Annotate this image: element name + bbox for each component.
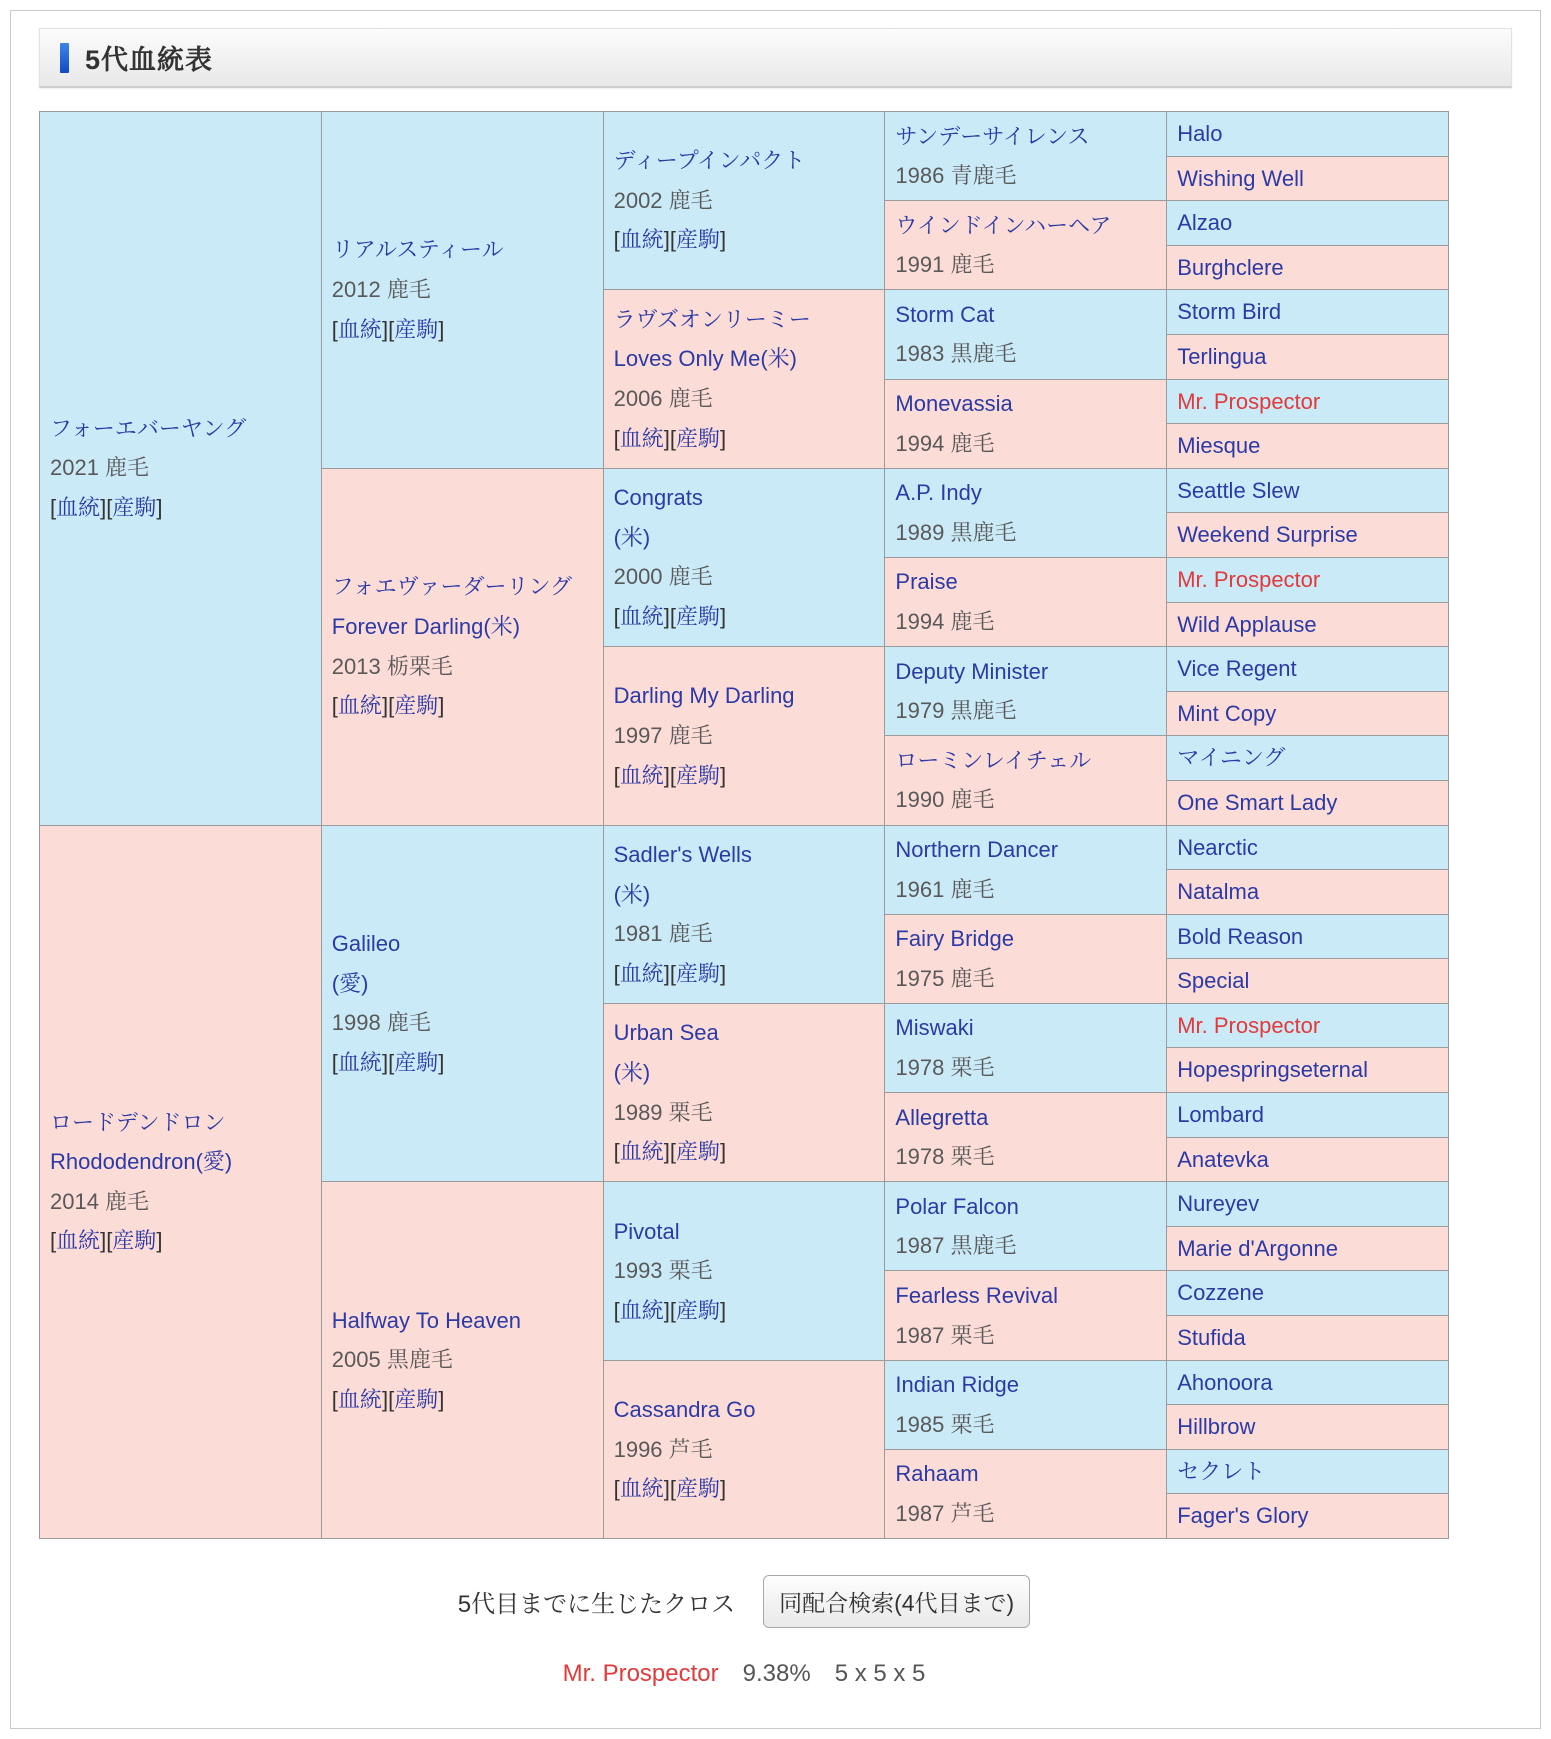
pedigree-link[interactable]: [ 血統 ] bbox=[614, 604, 670, 629]
horse-year-coat: 1987 黒鹿毛 bbox=[895, 1233, 1017, 1259]
horse-year-coat: 1987 栗毛 bbox=[895, 1322, 995, 1348]
horse-name-link-en[interactable]: (米) bbox=[613, 1059, 651, 1085]
horse-year-coat: 1987 芦毛 bbox=[895, 1500, 995, 1526]
horse-name-link[interactable]: リアルスティール bbox=[331, 237, 504, 263]
cross-pattern: 5 x 5 x 5 bbox=[834, 1660, 926, 1687]
horse-name-link[interactable]: Storm Cat bbox=[895, 301, 995, 327]
detail-links bbox=[614, 756, 879, 796]
pedigree-cell-gen3 bbox=[603, 1182, 885, 1360]
pedigree-cell-gen5 bbox=[1167, 1494, 1449, 1539]
offspring-link[interactable]: [ 産駒 ] bbox=[670, 1298, 726, 1323]
horse-name-link[interactable]: ラヴズオンリーミー bbox=[613, 306, 811, 332]
horse-year-coat: 2021 鹿毛 bbox=[50, 455, 150, 481]
detail-links bbox=[50, 488, 315, 528]
offspring-link[interactable]: [ 産駒 ] bbox=[670, 227, 726, 252]
section-accent-bar bbox=[60, 43, 69, 73]
page-title: 5代血統表 bbox=[85, 45, 214, 75]
pedigree-cell-gen5 bbox=[1167, 1048, 1449, 1093]
offspring-link[interactable]: [ 産駒 ] bbox=[670, 426, 726, 451]
horse-year-coat: 2013 栃栗毛 bbox=[331, 653, 453, 679]
pedigree-cell-gen5 bbox=[1167, 156, 1449, 201]
horse-name-link[interactable]: Stufida bbox=[1177, 1325, 1246, 1351]
pedigree-cell-gen5 bbox=[1167, 1449, 1449, 1494]
pedigree-cell-gen4 bbox=[885, 379, 1167, 468]
horse-year-coat: 2014 鹿毛 bbox=[50, 1188, 150, 1214]
horse-name-link[interactable]: One Smart Lady bbox=[1177, 789, 1338, 815]
horse-name-link[interactable]: Darling My Darling bbox=[613, 683, 795, 709]
pedigree-cell-gen4 bbox=[885, 647, 1167, 736]
pedigree-table bbox=[39, 111, 1449, 1539]
pedigree-cell-gen4 bbox=[885, 112, 1167, 201]
horse-name-link-en[interactable]: Forever Darling(米) bbox=[331, 614, 521, 640]
pedigree-cell-gen5 bbox=[1167, 825, 1449, 870]
pedigree-cell-gen4 bbox=[885, 557, 1167, 646]
horse-year-coat: 1998 鹿毛 bbox=[331, 1010, 431, 1036]
pedigree-cell-gen3 bbox=[603, 290, 885, 468]
horse-name-link[interactable]: ディープインパクト bbox=[613, 148, 806, 174]
horse-name-link[interactable]: Storm Bird bbox=[1177, 299, 1282, 325]
pedigree-cell-gen5 bbox=[1167, 513, 1449, 558]
detail-links bbox=[614, 597, 879, 637]
pedigree-cell-gen5 bbox=[1167, 1360, 1449, 1405]
detail-links bbox=[614, 954, 879, 994]
pedigree-cell-gen4 bbox=[885, 468, 1167, 557]
horse-year-coat: 1981 鹿毛 bbox=[613, 921, 713, 947]
pedigree-link[interactable]: [ 血統 ] bbox=[614, 227, 670, 252]
horse-name-link[interactable]: ウインドインハーヘア bbox=[895, 212, 1112, 238]
horse-year-coat: 1983 黒鹿毛 bbox=[895, 341, 1017, 367]
pedigree-link[interactable]: [ 血統 ] bbox=[50, 1228, 106, 1253]
horse-name-link[interactable]: Halo bbox=[1177, 121, 1223, 146]
pedigree-cell-gen5 bbox=[1167, 647, 1449, 692]
horse-name-link[interactable]: Miswaki bbox=[895, 1015, 974, 1041]
horse-name-link[interactable]: ローミンレイチェル bbox=[895, 747, 1092, 773]
detail-links bbox=[614, 220, 879, 260]
detail-links bbox=[614, 419, 879, 459]
horse-name-link[interactable]: Burghclere bbox=[1177, 254, 1284, 280]
horse-name-link[interactable]: フォエヴァーダーリング bbox=[331, 574, 573, 600]
table-row bbox=[40, 112, 1449, 157]
pedigree-link[interactable]: [ 血統 ] bbox=[614, 961, 670, 986]
pedigree-cell-gen5 bbox=[1167, 334, 1449, 379]
horse-name-link[interactable]: フォーエバーヤング bbox=[50, 415, 247, 441]
offspring-link[interactable]: [ 産駒 ] bbox=[106, 495, 162, 520]
horse-year-coat: 1996 芦毛 bbox=[613, 1436, 713, 1462]
horse-name-link[interactable]: Special bbox=[1177, 968, 1250, 994]
horse-year-coat: 1978 栗毛 bbox=[895, 1054, 995, 1080]
pedigree-link[interactable]: [ 血統 ] bbox=[614, 1139, 670, 1164]
horse-name-link[interactable]: Hillbrow bbox=[1177, 1414, 1256, 1440]
offspring-link[interactable]: [ 産駒 ] bbox=[670, 763, 726, 788]
horse-name-link[interactable]: Indian Ridge bbox=[895, 1372, 1019, 1398]
horse-name-link[interactable]: Polar Falcon bbox=[895, 1193, 1019, 1219]
same-mating-search-button[interactable]: 同配合検索(4代目まで) bbox=[763, 1575, 1030, 1628]
horse-name-link[interactable]: Terlingua bbox=[1177, 343, 1267, 369]
pedigree-cell-gen5 bbox=[1167, 201, 1449, 246]
pedigree-cell-gen3 bbox=[603, 468, 885, 646]
pedigree-cell-gen5 bbox=[1167, 1093, 1449, 1138]
footer bbox=[39, 1575, 1449, 1688]
horse-name-link[interactable]: Cozzene bbox=[1177, 1280, 1265, 1306]
horse-name-link[interactable]: Sadler's Wells bbox=[613, 842, 752, 867]
horse-year-coat: 1975 鹿毛 bbox=[895, 965, 995, 991]
horse-year-coat: 1997 鹿毛 bbox=[613, 723, 713, 749]
horse-year-coat: 2000 鹿毛 bbox=[613, 564, 713, 590]
pedigree-link[interactable]: [ 血統 ] bbox=[614, 426, 670, 451]
horse-name-link[interactable]: Natalma bbox=[1177, 879, 1260, 905]
horse-name-link[interactable]: Lombard bbox=[1177, 1102, 1265, 1128]
horse-name-link[interactable]: Halfway To Heaven bbox=[331, 1307, 521, 1333]
offspring-link[interactable]: [ 産駒 ] bbox=[670, 1476, 726, 1501]
horse-year-coat: 1994 鹿毛 bbox=[895, 430, 995, 456]
horse-name-link[interactable]: Nureyev bbox=[1177, 1191, 1260, 1217]
horse-name-link[interactable]: Mr. Prospector bbox=[1177, 1012, 1321, 1038]
horse-year-coat: 1986 青鹿毛 bbox=[895, 163, 1017, 189]
horse-name-link[interactable]: Congrats bbox=[613, 485, 703, 511]
horse-year-coat: 1985 栗毛 bbox=[895, 1411, 995, 1437]
pedigree-cell-gen4 bbox=[885, 1182, 1167, 1271]
pedigree-cell-gen4 bbox=[885, 1360, 1167, 1449]
pedigree-cell-gen5 bbox=[1167, 1182, 1449, 1227]
horse-name-link[interactable]: Rahaam bbox=[895, 1461, 979, 1487]
pedigree-cell-gen5 bbox=[1167, 870, 1449, 915]
horse-name-link[interactable]: Ahonoora bbox=[1177, 1369, 1273, 1395]
detail-links bbox=[614, 1469, 879, 1509]
horse-year-coat: 1961 鹿毛 bbox=[895, 876, 995, 902]
pedigree-link[interactable]: [ 血統 ] bbox=[332, 693, 388, 718]
horse-name-link[interactable]: Deputy Minister bbox=[895, 658, 1049, 684]
pedigree-cell-gen5 bbox=[1167, 379, 1449, 424]
pedigree-cell-dam bbox=[40, 825, 322, 1539]
horse-name-link[interactable]: Vice Regent bbox=[1177, 656, 1297, 682]
horse-name-link[interactable]: ロードデンドロン bbox=[50, 1109, 226, 1135]
cross-percent: 9.38% bbox=[742, 1660, 811, 1687]
horse-year-coat: 2005 黒鹿毛 bbox=[331, 1347, 453, 1373]
horse-year-coat: 2002 鹿毛 bbox=[613, 187, 713, 213]
horse-year-coat: 1993 栗毛 bbox=[613, 1258, 713, 1284]
horse-name-link[interactable]: A.P. Indy bbox=[895, 480, 982, 506]
pedigree-link[interactable]: [ 血統 ] bbox=[332, 1050, 388, 1075]
pedigree-cell-gen5 bbox=[1167, 1271, 1449, 1316]
pedigree-cell-gen2 bbox=[321, 468, 603, 825]
horse-name-link[interactable]: Mr. Prospector bbox=[1177, 566, 1321, 592]
offspring-link[interactable]: [ 産駒 ] bbox=[388, 317, 444, 342]
pedigree-cell-gen4 bbox=[885, 914, 1167, 1003]
horse-name-link-en[interactable]: Rhododendron(愛) bbox=[50, 1149, 233, 1175]
pedigree-cell-gen2 bbox=[321, 825, 603, 1182]
offspring-link[interactable]: [ 産駒 ] bbox=[388, 1050, 444, 1075]
pedigree-cell-gen3 bbox=[603, 1003, 885, 1181]
pedigree-cell-gen4 bbox=[885, 1271, 1167, 1360]
horse-name-link[interactable]: Urban Sea bbox=[613, 1020, 719, 1046]
detail-links bbox=[614, 1291, 879, 1331]
horse-name-link-en[interactable]: (米) bbox=[613, 524, 651, 550]
pedigree-link[interactable]: [ 血統 ] bbox=[614, 1298, 670, 1323]
horse-name-link[interactable]: Alzao bbox=[1177, 210, 1233, 236]
pedigree-link[interactable]: [ 血統 ] bbox=[614, 763, 670, 788]
horse-name-link[interactable]: Seattle Slew bbox=[1177, 477, 1300, 503]
horse-year-coat: 1994 鹿毛 bbox=[895, 609, 995, 635]
horse-name-link[interactable]: Mint Copy bbox=[1177, 700, 1277, 726]
cross-horse-name[interactable]: Mr. Prospector bbox=[562, 1660, 719, 1687]
pedigree-cell-gen5 bbox=[1167, 424, 1449, 469]
horse-year-coat: 1978 栗毛 bbox=[895, 1144, 995, 1170]
horse-name-link-en[interactable]: Loves Only Me(米) bbox=[613, 346, 797, 372]
pedigree-cell-gen5 bbox=[1167, 112, 1449, 157]
section-header bbox=[39, 28, 1512, 88]
pedigree-cell-gen2 bbox=[321, 112, 603, 469]
pedigree-cell-gen5 bbox=[1167, 1003, 1449, 1048]
horse-name-link[interactable]: Anatevka bbox=[1177, 1146, 1269, 1172]
horse-name-link[interactable]: Weekend Surprise bbox=[1177, 522, 1358, 548]
horse-year-coat: 1989 黒鹿毛 bbox=[895, 519, 1017, 545]
horse-name-link[interactable]: Galileo bbox=[331, 931, 401, 957]
horse-name-link[interactable]: Wild Applause bbox=[1177, 611, 1317, 637]
horse-name-link[interactable]: Fearless Revival bbox=[895, 1282, 1058, 1308]
pedigree-cell-gen5 bbox=[1167, 691, 1449, 736]
horse-name-link[interactable]: Miesque bbox=[1177, 433, 1261, 459]
offspring-link[interactable]: [ 産駒 ] bbox=[388, 1387, 444, 1412]
cross-section-label: 5代目までに生じたクロス bbox=[457, 1591, 736, 1618]
detail-links bbox=[332, 1043, 597, 1083]
horse-name-link[interactable]: セクレト bbox=[1177, 1458, 1266, 1484]
pedigree-cell-gen3 bbox=[603, 1360, 885, 1538]
horse-name-link[interactable]: Wishing Well bbox=[1177, 165, 1304, 191]
detail-links bbox=[332, 310, 597, 350]
horse-name-link[interactable]: Fairy Bridge bbox=[895, 926, 1014, 952]
horse-name-link[interactable]: サンデーサイレンス bbox=[895, 123, 1090, 149]
pedigree-cell-gen4 bbox=[885, 1093, 1167, 1182]
pedigree-cell-gen5 bbox=[1167, 780, 1449, 825]
pedigree-cell-gen4 bbox=[885, 1449, 1167, 1538]
pedigree-cell-gen5 bbox=[1167, 290, 1449, 335]
offspring-link[interactable]: [ 産駒 ] bbox=[106, 1228, 162, 1253]
pedigree-link[interactable]: [ 血統 ] bbox=[50, 495, 106, 520]
horse-year-coat: 2006 鹿毛 bbox=[613, 386, 713, 412]
detail-links bbox=[50, 1221, 315, 1261]
cross-result-row bbox=[39, 1660, 1449, 1688]
horse-name-link[interactable]: Northern Dancer bbox=[895, 837, 1059, 862]
horse-year-coat: 1989 栗毛 bbox=[613, 1099, 713, 1125]
horse-name-link[interactable]: Pivotal bbox=[613, 1218, 680, 1244]
pedigree-cell-gen3 bbox=[603, 112, 885, 290]
detail-links bbox=[332, 1380, 597, 1420]
horse-name-link[interactable]: Hopespringseternal bbox=[1177, 1057, 1368, 1083]
pedigree-cell-gen5 bbox=[1167, 1405, 1449, 1450]
detail-links bbox=[614, 1132, 879, 1172]
pedigree-cell-gen4 bbox=[885, 1003, 1167, 1092]
horse-name-link-en[interactable]: (米) bbox=[613, 881, 651, 907]
pedigree-cell-gen5 bbox=[1167, 1137, 1449, 1182]
offspring-link[interactable]: [ 産駒 ] bbox=[670, 604, 726, 629]
horse-name-link[interactable]: Monevassia bbox=[895, 391, 1013, 417]
horse-name-link[interactable]: Allegretta bbox=[895, 1104, 989, 1130]
pedigree-cell-gen5 bbox=[1167, 1316, 1449, 1361]
horse-name-link-en[interactable]: (愛) bbox=[331, 970, 369, 996]
horse-name-link[interactable]: Mr. Prospector bbox=[1177, 388, 1321, 414]
pedigree-cell-gen5 bbox=[1167, 245, 1449, 290]
pedigree-link[interactable]: [ 血統 ] bbox=[614, 1476, 670, 1501]
pedigree-cell-gen5 bbox=[1167, 602, 1449, 647]
detail-links bbox=[332, 686, 597, 726]
pedigree-cell-gen4 bbox=[885, 825, 1167, 914]
pedigree-cell-gen3 bbox=[603, 825, 885, 1003]
pedigree-cell-gen4 bbox=[885, 290, 1167, 379]
horse-name-link[interactable]: Bold Reason bbox=[1177, 923, 1304, 949]
pedigree-cell-gen3 bbox=[603, 647, 885, 825]
pedigree-cell-gen4 bbox=[885, 201, 1167, 290]
horse-year-coat: 1991 鹿毛 bbox=[895, 252, 995, 278]
page-container bbox=[10, 10, 1541, 1729]
offspring-link[interactable]: [ 産駒 ] bbox=[388, 693, 444, 718]
horse-year-coat: 1990 鹿毛 bbox=[895, 787, 995, 813]
pedigree-link[interactable]: [ 血統 ] bbox=[332, 1387, 388, 1412]
pedigree-cell-gen5 bbox=[1167, 959, 1449, 1004]
pedigree-cell-sire bbox=[40, 112, 322, 826]
offspring-link[interactable]: [ 産駒 ] bbox=[670, 1139, 726, 1164]
pedigree-link[interactable]: [ 血統 ] bbox=[332, 317, 388, 342]
pedigree-cell-gen5 bbox=[1167, 557, 1449, 602]
offspring-link[interactable]: [ 産駒 ] bbox=[670, 961, 726, 986]
pedigree-cell-gen5 bbox=[1167, 736, 1449, 781]
horse-name-link[interactable]: マイニング bbox=[1177, 745, 1286, 771]
horse-name-link[interactable]: Fager's Glory bbox=[1177, 1503, 1309, 1529]
pedigree-cell-gen5 bbox=[1167, 914, 1449, 959]
pedigree-cell-gen5 bbox=[1167, 468, 1449, 513]
horse-name-link[interactable]: Cassandra Go bbox=[613, 1396, 756, 1422]
horse-name-link[interactable]: Marie d'Argonne bbox=[1177, 1235, 1338, 1261]
horse-year-coat: 2012 鹿毛 bbox=[331, 277, 431, 303]
horse-name-link[interactable]: Praise bbox=[895, 569, 958, 595]
horse-year-coat: 1979 黒鹿毛 bbox=[895, 698, 1017, 724]
table-row bbox=[40, 825, 1449, 870]
horse-name-link[interactable]: Nearctic bbox=[1177, 834, 1258, 860]
pedigree-cell-gen2 bbox=[321, 1182, 603, 1539]
pedigree-cell-gen4 bbox=[885, 736, 1167, 825]
pedigree-cell-gen5 bbox=[1167, 1226, 1449, 1271]
